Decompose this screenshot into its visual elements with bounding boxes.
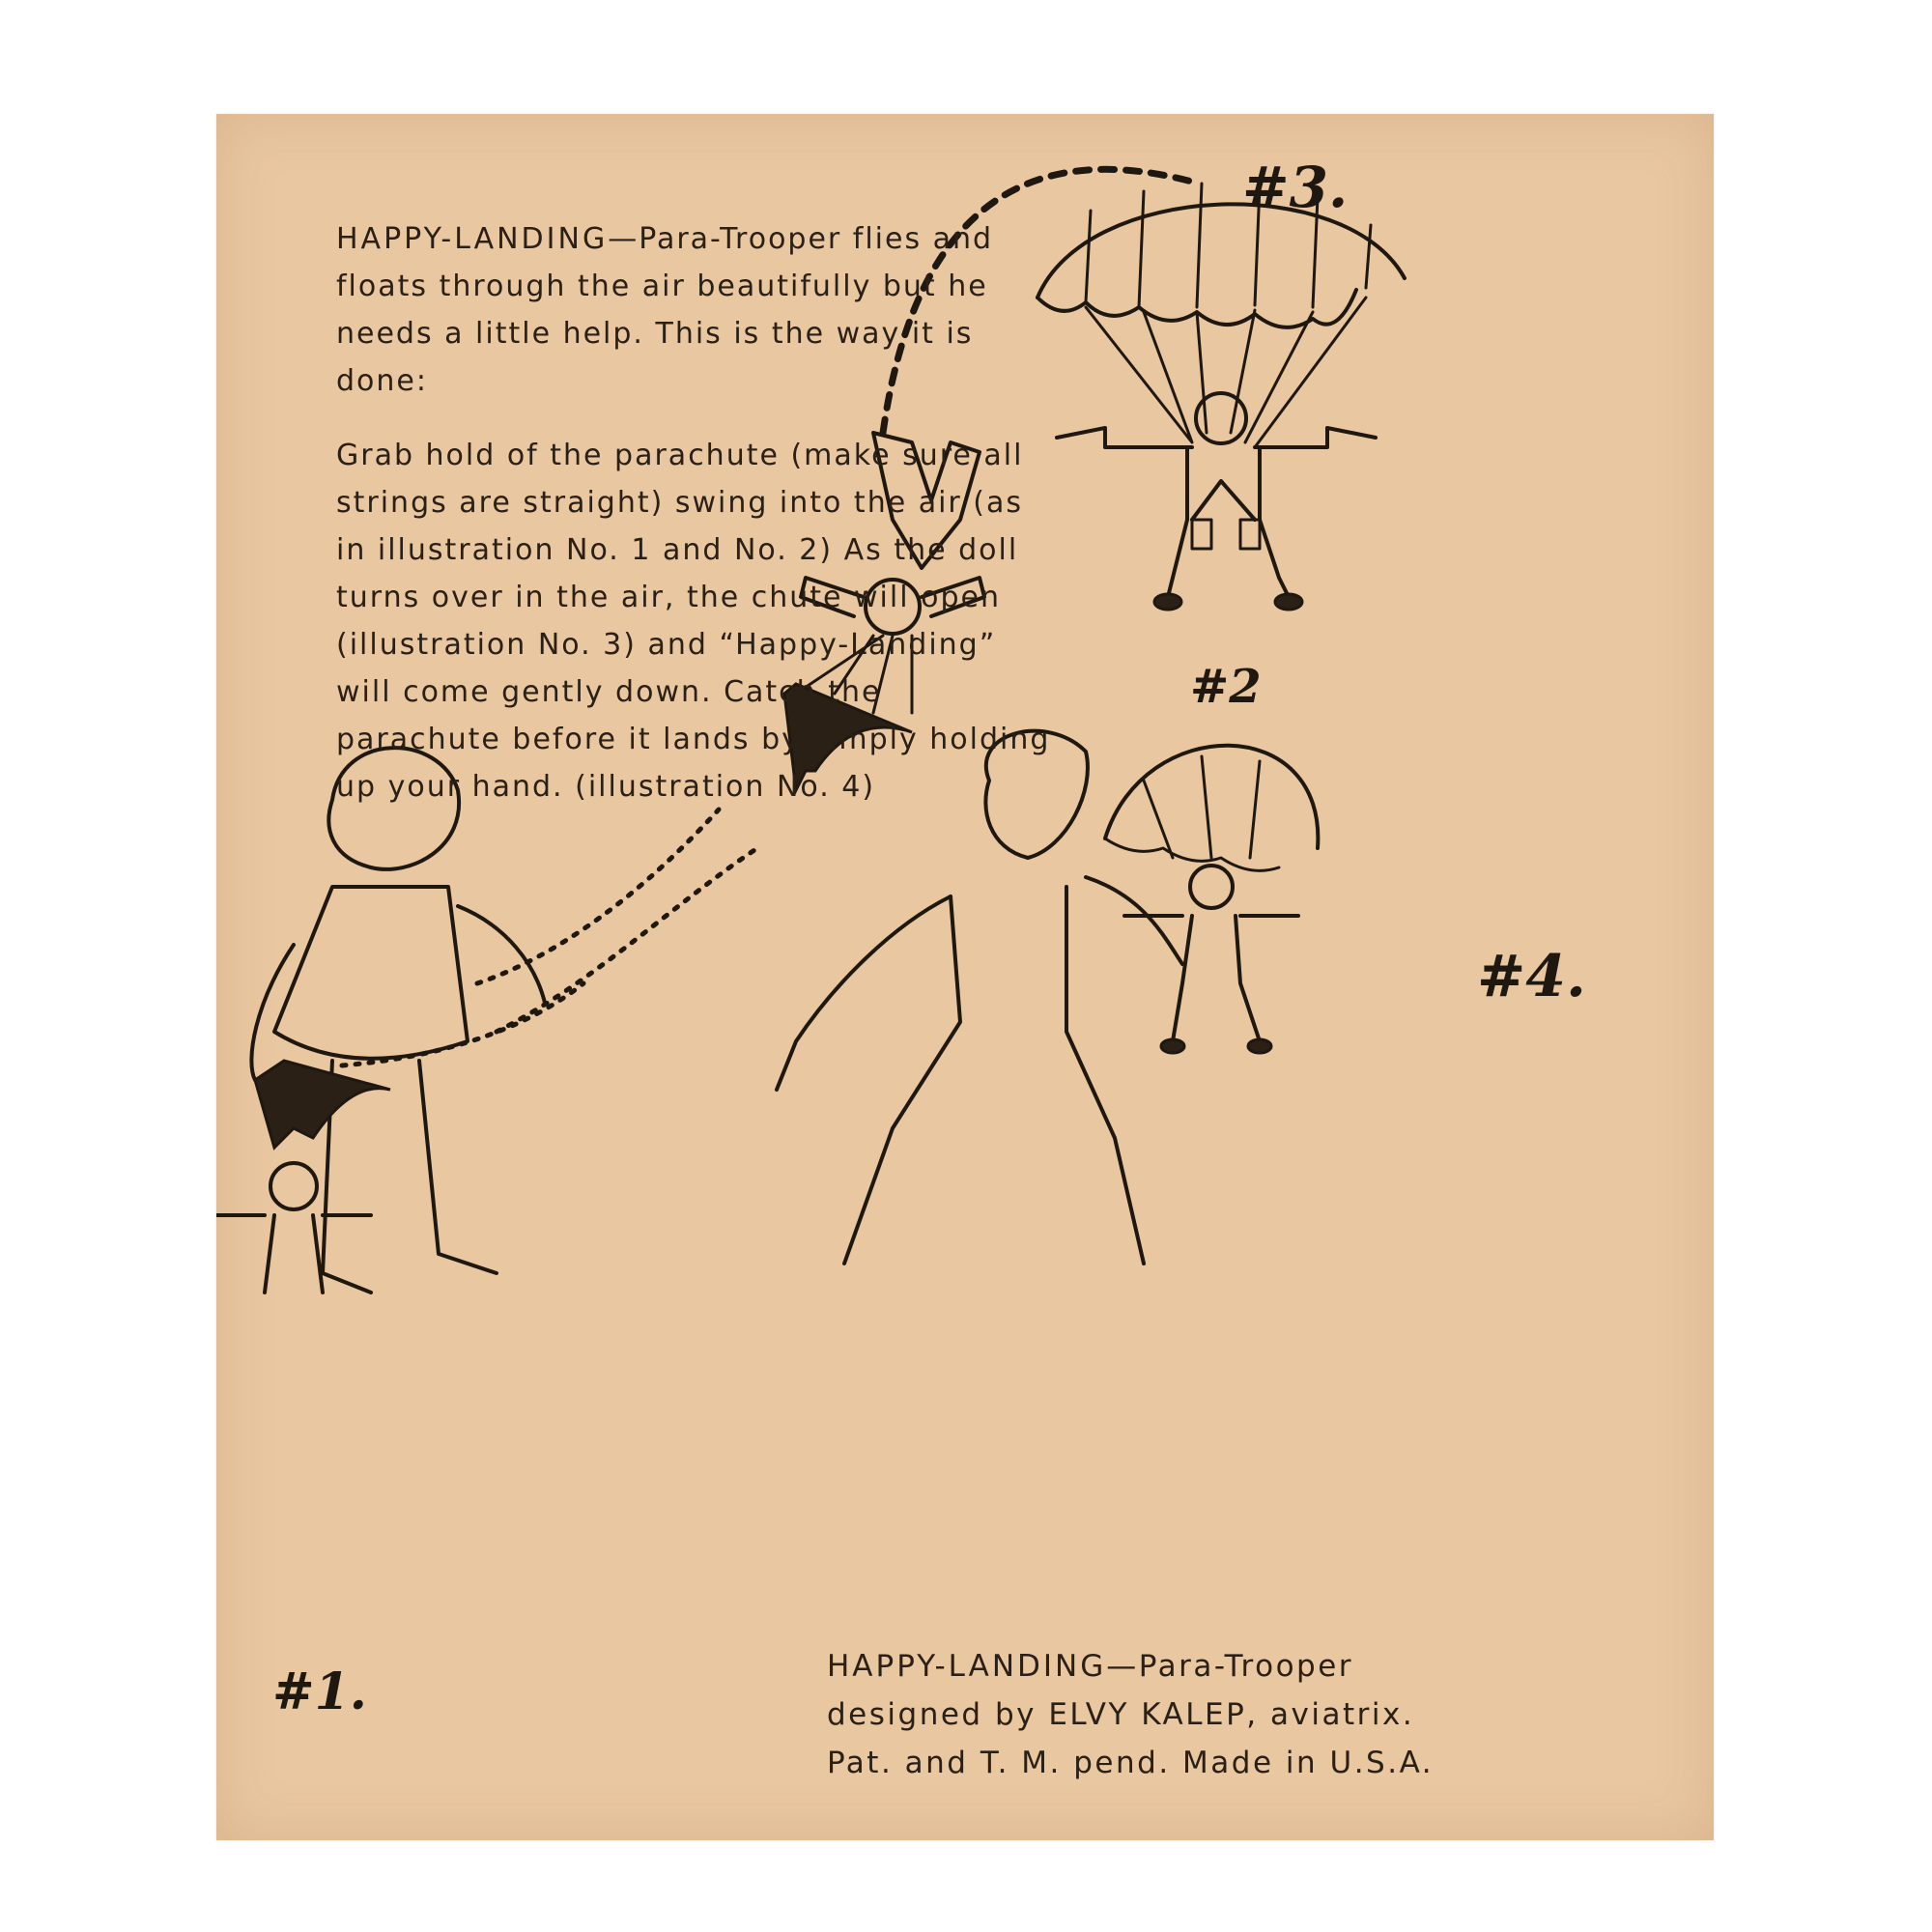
illustration-label-2: #2 — [1190, 660, 1262, 714]
credits-brand: HAPPY-LANDING — [827, 1649, 1107, 1684]
instruction-sheet — [216, 114, 1714, 1840]
illustration-label-1: #1. — [272, 1662, 367, 1721]
illustration-label-3: #3. — [1242, 155, 1349, 220]
intro-paragraph — [336, 215, 1051, 405]
instructions-body: Grab hold of the parachute (make sure all strings are straight) swing into the air (as in illustration No. 1 and No. 2) As the doll turns over in the air, the chute will open (illustration No. 3) and “Happy-Landing” will come gently down. Catch the parachute before it lands by simply holding up your hand. (illustration No. 4) — [336, 439, 1051, 804]
credits-line-3: Pat. and T. M. pend. Made in U.S.A. — [827, 1746, 1435, 1780]
intro-brand: HAPPY-LANDING — [336, 222, 609, 256]
illustration-label-4: #4. — [1477, 943, 1586, 1010]
credits-line-1 — [827, 1642, 1658, 1690]
credits-line-2: designed by ELVY KALEP, aviatrix. — [827, 1697, 1415, 1732]
credits-line-1-rest: —Para-Trooper — [1106, 1649, 1354, 1684]
girl-illustration-1 — [216, 748, 757, 1293]
parachute-illustration-3 — [1037, 184, 1405, 610]
intro-lead: —Para-Trooper flies and floats through the air beautifully but he needs a little help. This is the way it is done: — [336, 222, 994, 398]
instructions-text — [336, 215, 1051, 810]
boy-illustration-4 — [777, 731, 1318, 1264]
credits — [827, 1642, 1658, 1787]
